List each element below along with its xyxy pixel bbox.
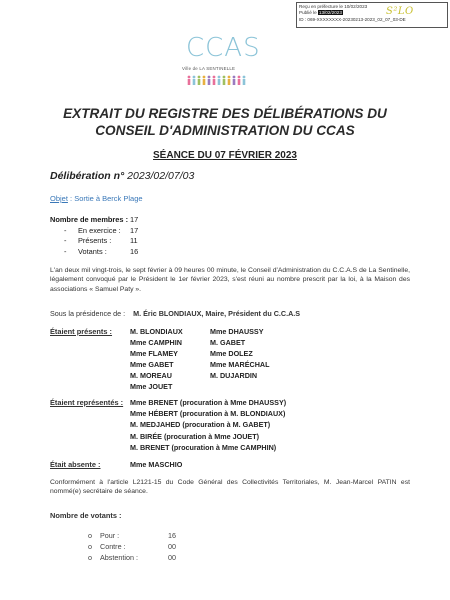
intro-paragraph: L'an deux mil vingt-trois, le sept février à 09 heures 00 minute, le Conseil d'Administration du C.C.A.S de La Sentinelle, légalement convoqué par le Président le 1er février 2023, s'est réuni au nombre prescrit par la loi, à la Maison des associations « Samuel Paty ».: [50, 267, 410, 293]
present-member: M. DUJARDIN: [210, 371, 258, 380]
present-member: M. BLONDIAUX: [130, 327, 183, 336]
represented-member: M. BIRÉE (procuration à Mme JOUET): [130, 431, 259, 441]
logo-figure-head: [243, 76, 246, 79]
seance-date: SÉANCE DU 07 FÉVRIER 2023: [153, 150, 297, 161]
vote-label: Contre :: [100, 542, 126, 552]
stamp-signature: S²LO: [386, 6, 414, 17]
logo-figure-head: [193, 76, 196, 79]
presidency-label: Sous la présidence de :: [50, 309, 126, 318]
present-member: Mme JOUET: [130, 382, 173, 391]
vote-label: Abstention :: [100, 553, 138, 563]
vote-value: 00: [168, 553, 176, 563]
presidency-value: M. Éric BLONDIAUX, Maire, Président du C.C.A.S: [133, 309, 301, 318]
logo-figure-body: [233, 79, 236, 85]
members-row-value: 17: [130, 225, 139, 235]
vote-value: 16: [168, 531, 176, 540]
represented-member: Mme HÉBERT (procuration à M. BLONDIAUX): [130, 409, 286, 419]
present-member: Mme MARÉCHAL: [210, 360, 270, 369]
title-line-2: CONSEIL D'ADMINISTRATION DU CCAS: [95, 123, 355, 138]
present-label: Étaient présents :: [50, 327, 113, 336]
stamp-published-label: Publié le: [299, 10, 317, 16]
present-member: Mme FLAMEY: [130, 349, 178, 358]
members-total-value: 17: [130, 215, 139, 224]
logo-figure-body: [243, 79, 246, 85]
logo-figure-body: [193, 79, 196, 85]
present-member: M. GABET: [210, 338, 246, 347]
logo-figure-body: [188, 79, 191, 85]
logo-figure-body: [198, 79, 201, 85]
logo-figure-head: [218, 76, 221, 79]
prefecture-stamp: [296, 2, 448, 28]
members-block: Nombre de membres : 17 - En exercice : 17 - Présents : 11 - Votants : 16: [50, 215, 139, 256]
logo-figure-body: [208, 79, 211, 85]
deliberation-number: [50, 170, 194, 182]
represented-member: M. BRENET (procuration à Mme CAMPHIN): [130, 442, 277, 452]
objet-line: [50, 194, 143, 203]
logo-figure-head: [238, 76, 241, 79]
deliberation-label: Délibération n°: [50, 170, 125, 182]
logo-figure-body: [218, 79, 221, 85]
represented-member: M. MEDJAHED (procuration à M. GABET): [130, 420, 271, 430]
secretary-paragraph: Conformément à l'article L2121-15 du Code Général des Collectivités Territoriales, M. Jean-Marcel PATIN est nommé(e) secrétaire de séance.: [50, 479, 410, 496]
members-row-value: 16: [130, 246, 139, 256]
present-col-1: [130, 326, 183, 392]
vote-bullet: o: [88, 542, 92, 552]
vote-label: Pour :: [100, 531, 120, 540]
members-row-label: En exercice :: [78, 225, 121, 235]
logo-figure-body: [228, 79, 231, 85]
logo-figure-head: [208, 76, 211, 79]
present-col-2: [210, 326, 270, 381]
logo-people-icon: [186, 73, 250, 87]
members-total-label: Nombre de membres :: [50, 215, 129, 224]
logo-figure-head: [203, 76, 206, 79]
logo-figure-head: [188, 76, 191, 79]
logo-figure-head: [223, 76, 226, 79]
logo-subtitle: Ville de LA SENTINELLE: [182, 66, 236, 71]
logo-figure-body: [203, 79, 206, 85]
absent-label: Était absente :: [50, 460, 101, 469]
title-line-1: EXTRAIT DU REGISTRE DES DÉLIBÉRATIONS DU: [63, 106, 387, 121]
represented-member: Mme BRENET (procuration à Mme DHAUSSY): [130, 398, 287, 407]
logo-figure-head: [233, 76, 236, 79]
objet-label: Objet: [50, 194, 68, 203]
present-member: Mme DOLEZ: [210, 349, 253, 358]
represented-list: [130, 397, 286, 453]
deliberation-value: 2023/02/07/03: [127, 170, 195, 182]
present-member: Mme DHAUSSY: [210, 327, 264, 336]
vote-bullet: o: [88, 553, 92, 563]
objet-text: : Sortie à Berck Plage: [67, 194, 143, 203]
logo-figure-body: [223, 79, 226, 85]
presidency-line: [50, 309, 300, 318]
stamp-line-received: Reçu en préfecture le 10/02/2023: [299, 4, 368, 9]
logo-figure-body: [213, 79, 216, 85]
stamp-published-date: 13/02/2023: [318, 10, 342, 16]
vote-value: 00: [168, 542, 176, 552]
members-row-label: Présents :: [78, 236, 112, 245]
votes-label: Nombre de votants :: [50, 511, 122, 520]
ccas-logo-text: CCAS: [186, 33, 261, 63]
votes-list: [88, 530, 176, 564]
members-row-value: 11: [130, 236, 138, 245]
logo-figure-body: [238, 79, 241, 85]
logo-figure-head: [213, 76, 216, 79]
represented-label: Étaient représentés :: [50, 398, 124, 407]
logo-figure-head: [198, 76, 201, 79]
present-member: M. MOREAU: [130, 371, 172, 380]
absent-member: Mme MASCHIO: [130, 460, 183, 469]
stamp-line-id: ID : 069-XXXXXXXX-20230213-2023_02_07_03-DE: [299, 16, 406, 22]
logo-figure-head: [228, 76, 231, 79]
vote-bullet: o: [88, 531, 92, 540]
present-member: Mme CAMPHIN: [130, 338, 182, 347]
document-title: [0, 105, 450, 139]
present-member: Mme GABET: [130, 360, 174, 369]
members-row-label: Votants :: [78, 246, 107, 256]
